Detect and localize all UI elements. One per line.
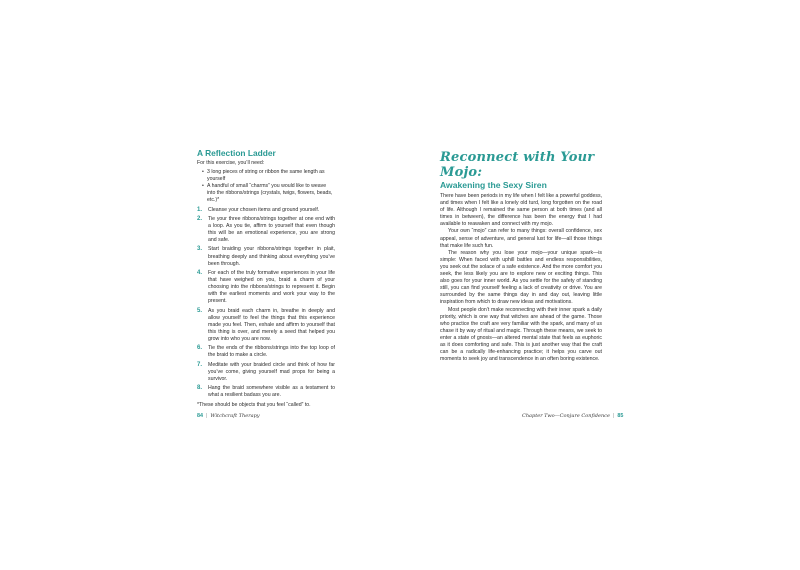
body-paragraph: Most people don’t make reconnecting with their inner spark a daily priority, which is one way that witches are ahead of the game. Those who practice the craft are very familiar with the spark, and many of us chase it by way of ritual and magic. Through these means, we seek to enter a state of gnosis—an altered mental state that feels as euphoric as it does comforting and safe. This is just another way that the craft can be a radically life-enhancing practice; it helps you carve out moments to seek joy and transcendence in an often boring existence. [440,306,602,363]
step-number: 4. [197,269,203,276]
step-item [197,308,335,343]
body-paragraph: Your own “mojo” can refer to many things: overall confidence, sex appeal, sense of adventure, and general lust for life—all those things that make life such fun. [440,228,602,249]
body-paragraph: There have been periods in my life when I felt like a powerful goddess, and times when I felt like a lonely old turd, long forgotten on the road of life. Although I remained the same person at both times (and all times in between), the difference has been the energy that I had available to reawaken and connect with my mojo. [440,193,602,228]
body-paragraph: The reason why you lose your mojo—your unique spark—is simple: When faced with uphill battles and endless responsibilities, you seek out the solace of a safe existence. And the more comfort you seek, the less likely you are to explore new or exciting things. This also goes for your inner world. As you settle for the safety of standing still, you can find yourself feeling a lack of creativity or drive. You are surrounded by the same things day in and day out, leaving little inspiration from which to draw new ideas and motivations. [440,249,602,306]
step-text: Tie your three ribbons/strings together at one end with a loop. As you tie, affirm to yourself that even though this will be an emotional experience, you are strong and safe. [208,215,335,244]
step-number: 7. [197,361,203,368]
right-page-content [440,150,602,363]
step-number: 8. [197,385,203,392]
section-subtitle: Awakening the Sexy Siren [440,180,547,190]
right-page [400,0,800,570]
list-item: • 3 long pieces of string or ribbon the same length as yourself [202,169,335,183]
step-item [197,345,335,359]
page-number: 85 [617,413,624,419]
left-page-content [197,148,335,409]
step-item [197,385,335,399]
list-item: • A handful of small “charms” you would like to weave into the ribbons/strings (crystals, twigs, flowers, beads, etc.)* [202,183,335,204]
right-folio [522,413,623,419]
step-number: 6. [197,345,203,352]
footnote: *These should be objects that you feel “called” to. [197,402,311,409]
step-text: Meditate with your braided circle and think of how far you’ve come, giving yourself mad props for being a survivor. [208,361,335,382]
left-folio [197,413,260,419]
running-head: Chapter Two—Conjure Confidence [522,413,610,419]
page-number: 84 [197,413,203,419]
step-item [197,362,335,383]
step-number: 2. [197,215,203,222]
step-text: As you braid each charm in, breathe in deeply and allow yourself to feel the things that this experience made you feel. Then, exhale and affirm to yourself that this thing is over, and merely a seed that helped you grow into who you are now. [208,307,335,342]
step-item [197,216,335,244]
step-text: For each of the truly formative experiences in your life that have weighed on you, braid a charm of your choosing into the ribbons/strings to represent it. Begin with the earliest moments and work your way to the present. [208,269,335,305]
step-text: Hang the braid somewhere visible as a testament to what a resilient badass you are. [208,385,335,399]
step-item [197,246,335,267]
folio-separator: | [612,413,615,419]
step-text: Cleanse your chosen items and ground yourself. [208,206,320,213]
chapter-section-title: Reconnect with Your Mojo: [440,150,595,180]
step-item [197,270,335,305]
step-number: 5. [197,307,203,314]
section-heading: A Reflection Ladder [197,148,276,158]
step-number: 3. [197,246,203,253]
folio-separator: | [206,413,208,419]
step-number: 1. [197,206,203,213]
step-text: Start braiding your ribbons/strings together in plait, breathing deeply and thinking about everything you’ve been through. [208,246,335,267]
running-head: Witchcraft Therapy [210,413,260,419]
step-text: Tie the ends of the ribbons/strings into the top loop of the braid to make a circle. [208,345,335,359]
step-item [197,207,335,214]
materials-list [197,169,335,204]
intro-text: For this exercise, you’ll need: [197,160,265,166]
steps-list [197,207,335,400]
